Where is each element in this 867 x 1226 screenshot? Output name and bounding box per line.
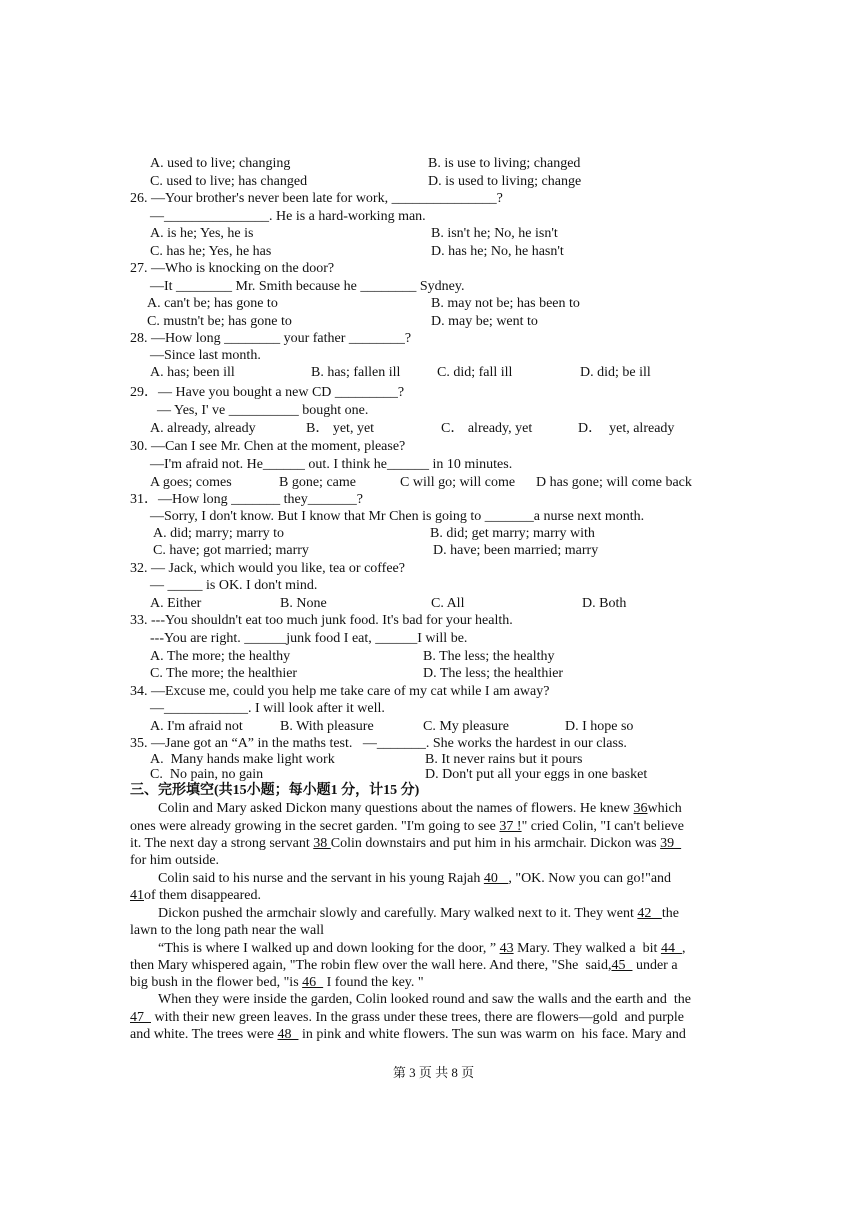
text-line: A. did; marry; marry to (153, 526, 285, 541)
passage-text: Colin said to his nurse and the servant in his young Rajah (158, 871, 484, 886)
passage-text: then Mary whispered again, "The robin flew over the wall here. And there, "She said, (130, 958, 612, 973)
text-line: 28. —How long ________ your father ________? (130, 331, 412, 346)
text-line: B. The less; the healthy (423, 649, 555, 664)
passage-line (130, 974, 424, 991)
text-line: C. has he; Yes, he has (150, 244, 272, 259)
text-line: D has gone; will come back (536, 475, 692, 490)
passage-line (130, 887, 261, 904)
text-line: 26. —Your brother's never been late for work, _______________? (130, 191, 503, 206)
text-line: —Sorry, I don't know. But I know that Mr Chen is going to _______a nurse next month. (150, 509, 645, 524)
passage-text: of them disappeared. (144, 888, 262, 903)
text-line: A. Either (150, 596, 202, 611)
text-line: 29．— Have you bought a new CD _________? (130, 385, 405, 400)
blank-number: 38 (313, 836, 331, 851)
text-line: A. used to live; changing (150, 156, 291, 171)
text-line: B. With pleasure (280, 719, 374, 734)
text-line: C. No pain, no gain (150, 767, 264, 782)
passage-text: , (681, 941, 686, 956)
text-line: B. did; get marry; marry with (430, 526, 595, 541)
text-line: ---You are right. ______junk food I eat, ______I will be. (150, 631, 468, 646)
text-line: —____________. I will look after it well. (150, 701, 385, 716)
text-line: B. It never rains but it pours (425, 752, 583, 767)
passage-line (158, 870, 671, 887)
text-line: D. may be; went to (431, 314, 538, 329)
text-line: B gone; came (279, 475, 356, 490)
passage-line (130, 1009, 684, 1026)
passage-text: Colin and Mary asked Dickon many questions about the names of flowers. He knew (158, 801, 634, 816)
page-footer: 第 3 页 共 8 页 (392, 1065, 475, 1080)
passage-text: for him outside. (130, 853, 220, 868)
blank-number: 43 (499, 941, 514, 956)
section-heading: 三、完形填空(共15小题；每小题1 分，计15 分) (130, 783, 420, 798)
passage-line (130, 922, 324, 939)
text-line: D. The less; the healthier (423, 666, 564, 681)
text-line: C. did; fall ill (437, 365, 513, 380)
passage-text: Dickon pushed the armchair slowly and carefully. Mary walked next to it. They went (158, 906, 638, 921)
blank-number: 37 ! (499, 819, 522, 834)
text-line: A. has; been ill (150, 365, 235, 380)
text-line: D. did; be ill (580, 365, 651, 380)
text-line: C. used to live; has changed (150, 174, 308, 189)
passage-line (130, 835, 681, 852)
text-line: 32. — Jack, which would you like, tea or coffee? (130, 561, 405, 576)
passage-line (130, 818, 684, 835)
text-line: C. All (431, 596, 465, 611)
text-line: D. Both (582, 596, 627, 611)
text-line: C. My pleasure (423, 719, 509, 734)
text-line: B. may not be; has been to (431, 296, 580, 311)
text-line: A. The more; the healthy (150, 649, 291, 664)
text-line: — _____ is OK. I don't mind. (150, 578, 318, 593)
blank-number: 39 (660, 836, 682, 851)
blank-number: 36 (633, 801, 648, 816)
blank-number: 41 (130, 888, 144, 903)
text-line: D． yet, already (578, 421, 675, 436)
text-line: —_______________. He is a hard-working man. (150, 209, 426, 224)
text-line: 31．—How long _______ they_______? (130, 492, 363, 507)
text-line: A. Many hands make light work (150, 752, 335, 767)
blank-number: 45 (611, 958, 633, 973)
text-line: C. The more; the healthier (150, 666, 298, 681)
text-line: D. I hope so (565, 719, 634, 734)
text-line: D. has he; No, he hasn't (431, 244, 564, 259)
passage-line (158, 905, 679, 922)
text-line: C． already, yet (441, 421, 533, 436)
text-line: C will go; will come (400, 475, 516, 490)
blank-number: 44 (660, 941, 682, 956)
text-line: 34. —Excuse me, could you help me take care of my cat while I am away? (130, 684, 550, 699)
passage-text: " cried Colin, "I can't believe (521, 819, 685, 834)
text-line: —I'm afraid not. He______ out. I think he______ in 10 minutes. (150, 457, 513, 472)
text-line: A. is he; Yes, he is (150, 226, 254, 241)
passage-text: with their new green leaves. In the grass under these trees, there are flowers—gold and purple (151, 1010, 684, 1025)
text-line: —Since last month. (150, 348, 261, 363)
text-line: D. have; been married; marry (433, 543, 599, 558)
passage-line (158, 940, 685, 957)
passage-text: Colin downstairs and put him in his armchair. Dickon was (330, 836, 661, 851)
text-line: B. is use to living; changed (428, 156, 581, 171)
blank-number: 40 (483, 871, 509, 886)
text-line: A. I'm afraid not (150, 719, 243, 734)
text-line: B． yet, yet (306, 421, 375, 436)
blank-number: 48 (277, 1027, 299, 1042)
passage-text: and white. The trees were (130, 1027, 278, 1042)
text-line: A. already, already (150, 421, 256, 436)
passage-text: which (647, 801, 682, 816)
passage-line (130, 852, 219, 869)
passage-line (130, 1026, 686, 1043)
passage-text: in pink and white flowers. The sun was warm on his face. Mary and (298, 1027, 686, 1042)
blank-number: 46 (302, 975, 324, 990)
passage-text: Mary. They walked a bit (513, 941, 661, 956)
text-line: B. has; fallen ill (311, 365, 401, 380)
text-line: D. Don't put all your eggs in one basket (425, 767, 648, 782)
passage-text: it. The next day a strong servant (130, 836, 314, 851)
text-line: 30. —Can I see Mr. Chen at the moment, please? (130, 439, 406, 454)
passage-line (158, 800, 682, 817)
passage-text: lawn to the long path near the wall (130, 923, 324, 938)
passage-text: ones were already growing in the secret garden. "I'm going to see (130, 819, 500, 834)
text-line: 27. —Who is knocking on the door? (130, 261, 335, 276)
passage-text: big bush in the flower bed, "is (130, 975, 303, 990)
text-line: B. None (280, 596, 327, 611)
passage-text: When they were inside the garden, Colin looked round and saw the walls and the earth and the (158, 992, 692, 1007)
blank-number: 42 (637, 906, 662, 921)
blank-number: 47 (130, 1010, 151, 1025)
text-line: C. mustn't be; has gone to (147, 314, 292, 329)
text-line: 33. ---You shouldn't eat too much junk food. It's bad for your health. (130, 613, 513, 628)
text-line: 35. —Jane got an “A” in the maths test. —_______. She works the hardest in our class. (130, 736, 627, 751)
passage-text: , "OK. Now you can go!"and (508, 871, 672, 886)
passage-text: under a (632, 958, 678, 973)
text-line: A. can't be; has gone to (147, 296, 278, 311)
text-line: —It ________ Mr. Smith because he ________ Sydney. (150, 279, 465, 294)
text-line: C. have; got married; marry (153, 543, 309, 558)
text-line: D. is used to living; change (428, 174, 582, 189)
text-line: B. isn't he; No, he isn't (431, 226, 558, 241)
text-line: — Yes, I' ve __________ bought one. (157, 403, 369, 418)
passage-text: “This is where I walked up and down looking for the door, ” (158, 941, 500, 956)
passage-text: the (661, 906, 679, 921)
passage-line (158, 991, 691, 1008)
text-line: A goes; comes (150, 475, 232, 490)
passage-text: I found the key. " (323, 975, 424, 990)
passage-line (130, 957, 678, 974)
